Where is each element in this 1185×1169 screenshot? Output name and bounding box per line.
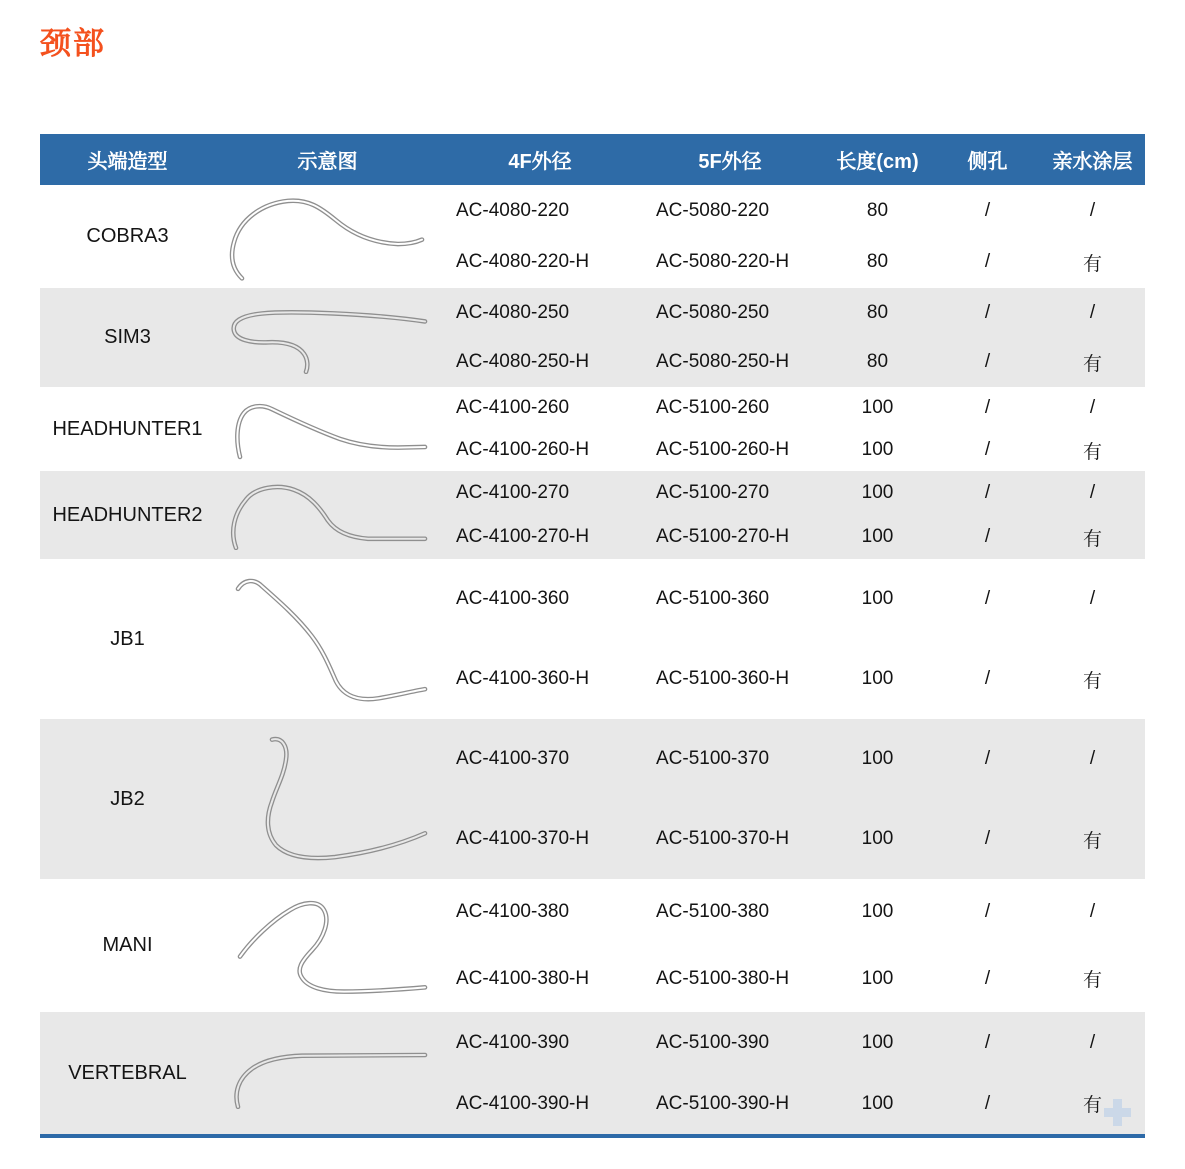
table-row <box>40 471 1145 515</box>
catheter-diagram <box>215 1012 440 1134</box>
table-header-row <box>40 134 1145 185</box>
catheter-diagram <box>215 288 440 387</box>
catheter-shape-drawing <box>220 480 435 550</box>
product-code-4f: AC-4100-370 <box>440 719 640 799</box>
coating-value: / <box>1040 471 1145 515</box>
length-value: 100 <box>820 429 935 471</box>
header-coating: 亲水涂层 <box>1040 134 1145 185</box>
length-value: 100 <box>820 719 935 799</box>
catheter-shape-drawing <box>220 893 435 999</box>
tip-shape-name: HEADHUNTER1 <box>40 387 215 471</box>
product-code-5f: AC-5080-250 <box>640 288 820 338</box>
coating-value: 有 <box>1040 799 1145 879</box>
length-value: 80 <box>820 185 935 237</box>
product-code-4f: AC-4100-380 <box>440 879 640 946</box>
tip-shape-name: JB1 <box>40 559 215 719</box>
length-value: 100 <box>820 471 935 515</box>
length-value: 80 <box>820 237 935 289</box>
header-side-hole: 侧孔 <box>935 134 1040 185</box>
catheter-shape-drawing <box>220 398 435 460</box>
header-diagram: 示意图 <box>215 134 440 185</box>
header-length: 长度(cm) <box>820 134 935 185</box>
length-value: 100 <box>820 1012 935 1073</box>
length-value: 100 <box>820 387 935 429</box>
product-code-5f: AC-5080-220-H <box>640 237 820 289</box>
product-code-4f: AC-4080-220 <box>440 185 640 237</box>
product-code-4f: AC-4100-390 <box>440 1012 640 1073</box>
product-code-5f: AC-5100-260 <box>640 387 820 429</box>
product-code-5f: AC-5100-270 <box>640 471 820 515</box>
length-value: 100 <box>820 799 935 879</box>
product-code-5f: AC-5100-360-H <box>640 639 820 719</box>
catheter-shape-drawing <box>220 573 435 705</box>
product-code-5f: AC-5100-390 <box>640 1012 820 1073</box>
catheter-diagram <box>215 879 440 1012</box>
table-row <box>40 559 1145 639</box>
side-hole-value: / <box>935 338 1040 388</box>
catheter-diagram <box>215 387 440 471</box>
length-value: 100 <box>820 639 935 719</box>
coating-value: / <box>1040 559 1145 639</box>
tip-shape-name: VERTEBRAL <box>40 1012 215 1134</box>
coating-value: 有 <box>1040 1073 1145 1134</box>
product-code-4f: AC-4080-250 <box>440 288 640 338</box>
product-code-4f: AC-4080-220-H <box>440 237 640 289</box>
product-code-4f: AC-4100-260-H <box>440 429 640 471</box>
side-hole-value: / <box>935 719 1040 799</box>
tip-shape-name: SIM3 <box>40 288 215 387</box>
length-value: 100 <box>820 1073 935 1134</box>
length-value: 100 <box>820 515 935 559</box>
length-value: 100 <box>820 879 935 946</box>
catheter-diagram <box>215 559 440 719</box>
table-row <box>40 185 1145 237</box>
catheter-shape-drawing <box>220 1037 435 1109</box>
coating-value: 有 <box>1040 237 1145 289</box>
header-4f-od: 4F外径 <box>440 134 640 185</box>
side-hole-value: / <box>935 639 1040 719</box>
product-code-4f: AC-4100-270-H <box>440 515 640 559</box>
product-code-4f: AC-4100-270 <box>440 471 640 515</box>
product-code-5f: AC-5100-360 <box>640 559 820 639</box>
product-code-5f: AC-5100-380 <box>640 879 820 946</box>
page-title: 颈部 <box>40 26 106 61</box>
product-code-4f: AC-4100-360 <box>440 559 640 639</box>
table-row <box>40 879 1145 946</box>
coating-value: / <box>1040 719 1145 799</box>
coating-value: / <box>1040 1012 1145 1073</box>
tip-shape-name: COBRA3 <box>40 185 215 288</box>
coating-value: 有 <box>1040 338 1145 388</box>
side-hole-value: / <box>935 1073 1040 1134</box>
side-hole-value: / <box>935 471 1040 515</box>
catheter-diagram <box>215 719 440 879</box>
coating-value: 有 <box>1040 946 1145 1013</box>
side-hole-value: / <box>935 946 1040 1013</box>
coating-value: / <box>1040 879 1145 946</box>
product-code-5f: AC-5100-260-H <box>640 429 820 471</box>
length-value: 100 <box>820 559 935 639</box>
side-hole-value: / <box>935 559 1040 639</box>
side-hole-value: / <box>935 429 1040 471</box>
header-5f-od: 5F外径 <box>640 134 820 185</box>
side-hole-value: / <box>935 237 1040 289</box>
tip-shape-name: MANI <box>40 879 215 1012</box>
coating-value: 有 <box>1040 639 1145 719</box>
length-value: 80 <box>820 288 935 338</box>
catheter-spec-table <box>40 134 1145 1138</box>
table-row <box>40 387 1145 429</box>
side-hole-value: / <box>935 288 1040 338</box>
spec-table <box>40 134 1145 1134</box>
side-hole-value: / <box>935 515 1040 559</box>
tip-shape-name: HEADHUNTER2 <box>40 471 215 559</box>
coating-value: 有 <box>1040 515 1145 559</box>
plus-icon <box>1104 1099 1131 1126</box>
side-hole-value: / <box>935 387 1040 429</box>
coating-value: / <box>1040 288 1145 338</box>
product-code-5f: AC-5100-370 <box>640 719 820 799</box>
catheter-shape-drawing <box>220 193 435 281</box>
product-code-4f: AC-4080-250-H <box>440 338 640 388</box>
product-code-4f: AC-4100-260 <box>440 387 640 429</box>
product-code-5f: AC-5100-380-H <box>640 946 820 1013</box>
table-row <box>40 288 1145 338</box>
product-code-5f: AC-5100-390-H <box>640 1073 820 1134</box>
tip-shape-name: JB2 <box>40 719 215 879</box>
catheter-shape-drawing <box>220 302 435 374</box>
side-hole-value: / <box>935 799 1040 879</box>
catheter-diagram <box>215 471 440 559</box>
product-code-4f: AC-4100-390-H <box>440 1073 640 1134</box>
side-hole-value: / <box>935 1012 1040 1073</box>
table-row <box>40 719 1145 799</box>
product-code-5f: AC-5080-220 <box>640 185 820 237</box>
header-tip-shape: 头端造型 <box>40 134 215 185</box>
catheter-diagram <box>215 185 440 288</box>
product-code-4f: AC-4100-380-H <box>440 946 640 1013</box>
product-code-5f: AC-5100-370-H <box>640 799 820 879</box>
product-code-4f: AC-4100-370-H <box>440 799 640 879</box>
product-code-5f: AC-5100-270-H <box>640 515 820 559</box>
length-value: 80 <box>820 338 935 388</box>
product-code-5f: AC-5080-250-H <box>640 338 820 388</box>
table-row <box>40 1012 1145 1073</box>
side-hole-value: / <box>935 879 1040 946</box>
product-code-4f: AC-4100-360-H <box>440 639 640 719</box>
side-hole-value: / <box>935 185 1040 237</box>
coating-value: / <box>1040 185 1145 237</box>
length-value: 100 <box>820 946 935 1013</box>
catheter-shape-drawing <box>220 733 435 865</box>
coating-value: 有 <box>1040 429 1145 471</box>
spec-table-body <box>40 185 1145 1134</box>
coating-value: / <box>1040 387 1145 429</box>
